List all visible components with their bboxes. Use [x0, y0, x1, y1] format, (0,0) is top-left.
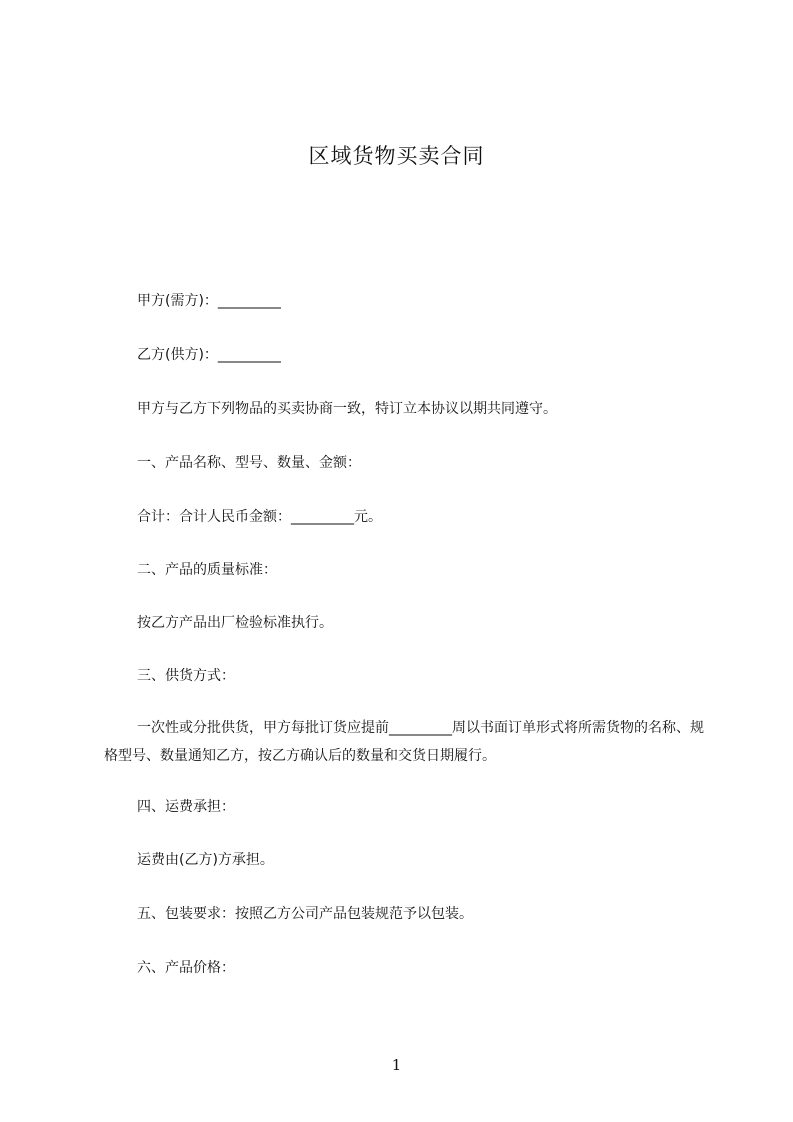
party-b-line: 乙方(供方)：_________ — [137, 347, 281, 363]
section-1-heading: 一、产品名称、型号、数量、金额： — [137, 455, 361, 471]
page-number: 1 — [391, 1056, 402, 1074]
section-6-heading: 六、产品价格： — [137, 960, 235, 976]
party-a-line: 甲方(需方)：_________ — [137, 293, 281, 309]
document-title: 区域货物买卖合同 — [308, 144, 485, 168]
section-5: 五、包装要求：按照乙方公司产品包装规范予以包装。 — [137, 906, 473, 922]
intro-paragraph: 甲方与乙方下列物品的买卖协商一致，特订立本协议以期共同遵守。 — [137, 401, 557, 417]
section-3-body: 一次性或分批供货，甲方每批订货应提前_________周以书面订单形式将所需货物的名称、规格型号、数量通知乙方，按乙方确认后的数量和交货日期履行。 — [104, 720, 704, 764]
section-4-heading: 四、运费承担： — [137, 799, 235, 815]
section-1-total: 合计：合计人民币金额：_________元。 — [137, 509, 382, 525]
section-2-heading: 二、产品的质量标准： — [137, 562, 277, 578]
section-4-body: 运费由(乙方)方承担。 — [137, 852, 274, 868]
section-3-heading: 三、供货方式： — [137, 668, 235, 684]
section-2-body: 按乙方产品出厂检验标准执行。 — [137, 615, 333, 631]
